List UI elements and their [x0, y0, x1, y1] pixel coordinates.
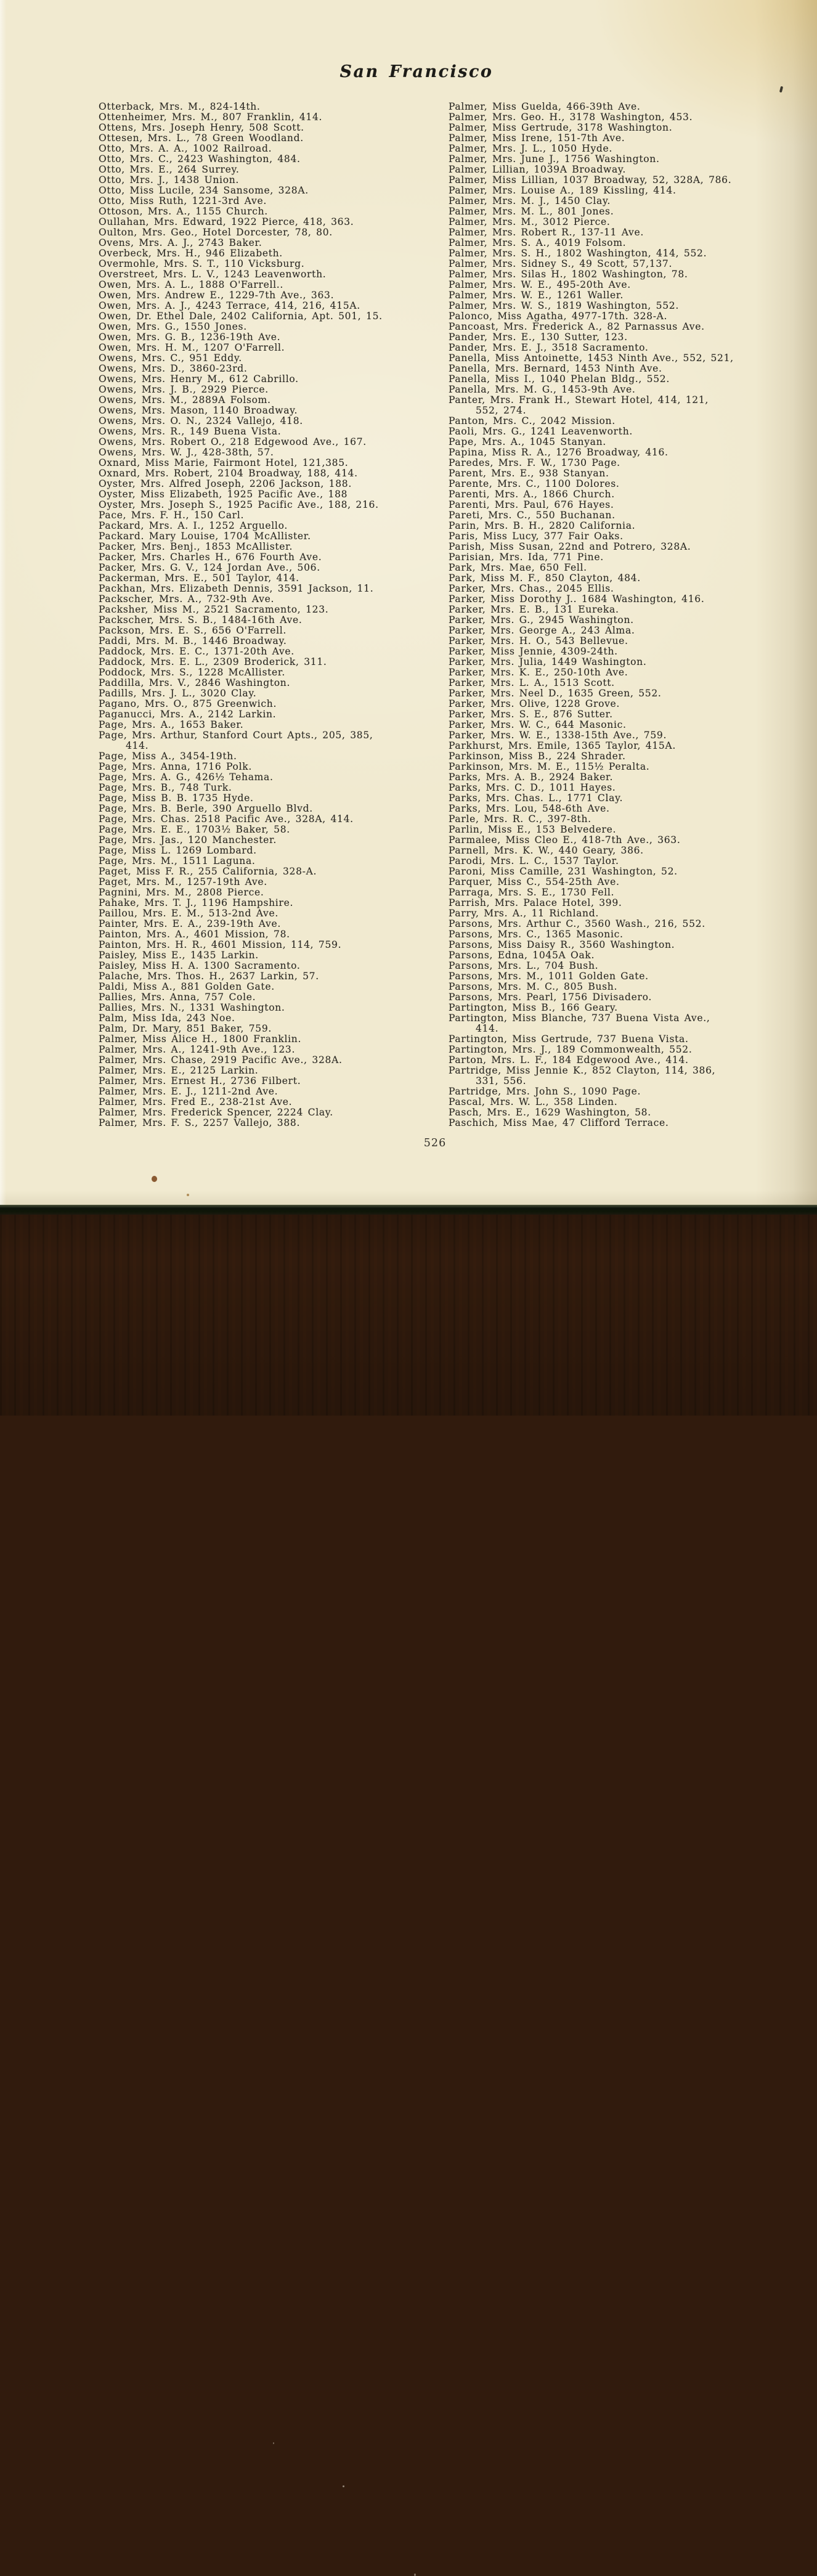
directory-entry: Page, Mrs. B., 748 Turk. — [99, 782, 232, 793]
directory-entry: Page, Mrs. A. G., 426½ Tehama. — [99, 772, 274, 783]
directory-entry: Packer, Mrs. G. V., 124 Jordan Ave., 506. — [99, 562, 320, 573]
directory-entry: Partington, Miss Blanche, 737 Buena Vista Ave., — [449, 1013, 710, 1024]
directory-entry: Palmer, Mrs. S. H., 1802 Washington, 414, 552. — [449, 248, 707, 259]
directory-entry: Palmer, Mrs. Robert R., 137-11 Ave. — [449, 227, 644, 238]
directory-entry: Parquer, Miss C., 554-25th Ave. — [449, 876, 620, 887]
directory-entry: Parrish, Mrs. Palace Hotel, 399. — [449, 897, 622, 908]
directory-entry: Palmer, Miss Guelda, 466-39th Ave. — [449, 101, 641, 112]
directory-entry: Parker, Mrs. Olive, 1228 Grove. — [449, 698, 620, 709]
directory-entry: Partington, Miss B., 166 Geary. — [449, 1002, 618, 1013]
directory-entry: Otto, Miss Lucile, 234 Sansome, 328A. — [99, 185, 309, 196]
directory-entry: Paddock, Mrs. E. L., 2309 Broderick, 311. — [99, 656, 327, 667]
directory-entry: Otto, Miss Ruth, 1221-3rd Ave. — [99, 195, 267, 206]
directory-entry: Palmer, Mrs. Silas H., 1802 Washington, 78. — [449, 269, 688, 280]
directory-entry: Paddilla, Mrs. V., 2846 Washington. — [99, 677, 291, 688]
directory-entry: Palmer, Mrs. M. L., 801 Jones. — [449, 206, 614, 217]
directory-entry: Palmer, Mrs. E. J., 1211-2nd Ave. — [99, 1086, 278, 1097]
directory-entry: Paredes, Mrs. F. W., 1730 Page. — [449, 457, 620, 468]
directory-entry: Pander, Mrs. E., 130 Sutter, 123. — [449, 332, 628, 343]
directory-entry: Page, Miss L. 1269 Lombard. — [99, 845, 257, 856]
directory-entry: Owen, Mrs. G., 1550 Jones. — [99, 321, 247, 332]
directory-entry: Paget, Miss F. R., 255 California, 328-A. — [99, 866, 317, 877]
directory-entry: Parker, Mrs. Neel D., 1635 Green, 552. — [449, 688, 662, 699]
directory-entry: Parker, Mrs. George A., 243 Alma. — [449, 625, 635, 636]
directory-entry: Packson, Mrs. E. S., 656 O'Farrell. — [99, 625, 287, 636]
directory-entry: Palm, Dr. Mary, 851 Baker, 759. — [99, 1023, 272, 1034]
directory-entry: Oxnard, Miss Marie, Fairmont Hotel, 121,385. — [99, 457, 349, 468]
directory-entry: Owens, Mrs. M., 2889A Folsom. — [99, 394, 271, 406]
directory-entry: Partington, Miss Gertrude, 737 Buena Vista. — [449, 1033, 689, 1045]
directory-entry: Ottens, Mrs. Joseph Henry, 508 Scott. — [99, 122, 304, 133]
directory-entry: Parker, Mrs. K. E., 250-10th Ave. — [449, 667, 628, 678]
directory-entry: Parkinson, Miss B., 224 Shrader. — [449, 751, 626, 762]
directory-entry: Page, Mrs. Jas., 120 Manchester. — [99, 834, 277, 846]
directory-entry: Parker, Miss Jennie, 4309-24th. — [449, 646, 618, 657]
directory-entry: Packerman, Mrs. E., 501 Taylor, 414. — [99, 573, 299, 584]
directory-entry: Owens, Mrs. Henry M., 612 Cabrillo. — [99, 373, 299, 385]
directory-entry: Panton, Mrs. C., 2042 Mission. — [449, 415, 616, 426]
directory-entry: Parker, Mrs. Julia, 1449 Washington. — [449, 656, 647, 667]
directory-entry: Parks, Mrs. Chas. L., 1771 Clay. — [449, 793, 624, 804]
directory-entry: Packer, Mrs. Benj., 1853 McAllister. — [99, 541, 293, 552]
running-head: San Francisco — [339, 62, 494, 81]
directory-entry: Pace, Mrs. F. H., 150 Carl. — [99, 510, 245, 521]
directory-entry: Overmohle, Mrs. S. T., 110 Vicksburg. — [99, 258, 305, 269]
directory-entry: Oyster, Miss Elizabeth, 1925 Pacific Ave., 188 — [99, 489, 348, 500]
directory-entry: Otterback, Mrs. M., 824-14th. — [99, 101, 261, 112]
directory-entry: Parente, Mrs. C., 1100 Dolores. — [449, 478, 620, 489]
directory-entry: Parton, Mrs. L. F., 184 Edgewood Ave., 414. — [449, 1054, 689, 1066]
dust-speck — [414, 2574, 416, 2576]
directory-entry: Parker, Miss Dorothy J.. 1684 Washington, 416. — [449, 593, 705, 605]
directory-entry: Panella, Miss I., 1040 Phelan Bldg., 552. — [449, 373, 670, 385]
directory-entry: Palmer, Mrs. S. A., 4019 Folsom. — [449, 237, 627, 248]
directory-entry: Page, Mrs. Anna, 1716 Polk. — [99, 761, 252, 772]
directory-entry: Owens, Mrs. W. J., 428-38th, 57. — [99, 447, 274, 458]
directory-entry: Parish, Miss Susan, 22nd and Potrero, 328A. — [449, 541, 691, 552]
directory-entry: Paddock, Mrs. E. C., 1371-20th Ave. — [99, 646, 295, 657]
directory-entry: Pareti, Mrs. C., 550 Buchanan. — [449, 510, 616, 521]
directory-entry: Ottenheimer, Mrs. M., 807 Franklin, 414. — [99, 112, 323, 123]
directory-entry: Pagano, Mrs. O., 875 Greenwich. — [99, 698, 277, 709]
directory-entry: Pascal, Mrs. W. L., 358 Linden. — [449, 1096, 618, 1107]
page-number: 526 — [423, 1137, 447, 1149]
directory-entry: Owens, Mrs. C., 951 Eddy. — [99, 353, 242, 364]
directory-entry: Packard, Mrs. A. I., 1252 Arguello. — [99, 520, 288, 531]
directory-entry: 414. — [126, 740, 149, 751]
directory-entry: Pallies, Mrs. N., 1331 Washington. — [99, 1002, 285, 1013]
directory-entry: Palmer, Miss Lillian, 1037 Broadway, 52, 328A, 786. — [449, 174, 732, 185]
directory-entry: Oyster, Mrs. Joseph S., 1925 Pacific Ave., 188, 216. — [99, 499, 379, 510]
book-cover-edge — [0, 1205, 817, 1215]
directory-entry: Owen, Mrs. G. B., 1236-19th Ave. — [99, 332, 281, 343]
directory-entry: Palmer, Mrs. Fred E., 238-21st Ave. — [99, 1096, 293, 1107]
directory-entry: Owens, Mrs. D., 3860-23rd. — [99, 363, 248, 374]
directory-entry: Ovens, Mrs. A. J., 2743 Baker. — [99, 237, 262, 248]
directory-entry: Parkinson, Mrs. M. E., 115½ Peralta. — [449, 761, 650, 772]
directory-entry: Packscher, Mrs. S. B., 1484-16th Ave. — [99, 614, 303, 626]
directory-entry: Palmer, Miss Gertrude, 3178 Washington. — [449, 122, 673, 133]
directory-entry: Palmer, Mrs. W. E., 1261 Waller. — [449, 290, 624, 301]
directory-entry: Parsons, Mrs. Pearl, 1756 Divisadero. — [449, 992, 652, 1003]
directory-entry: Palmer, Mrs. F. S., 2257 Vallejo, 388. — [99, 1117, 301, 1128]
directory-entry: Parks, Mrs. Lou, 548-6th Ave. — [449, 803, 610, 814]
directory-entry: Palache, Mrs. Thos. H., 2637 Larkin, 57. — [99, 971, 319, 982]
directory-entry: Otto, Mrs. E., 264 Surrey. — [99, 164, 240, 175]
directory-entry: Parsons, Mrs. Arthur C., 3560 Wash., 216, 552. — [449, 918, 705, 929]
directory-entry: Owens, Mrs. Mason, 1140 Broadway. — [99, 405, 298, 416]
directory-entry: 414. — [476, 1023, 499, 1034]
directory-entry: Parks, Mrs. C. D., 1011 Hayes. — [449, 782, 616, 793]
directory-entry: Paoli, Mrs. G., 1241 Leavenworth. — [449, 426, 633, 437]
directory-entry: Parle, Mrs. R. C., 397-8th. — [449, 813, 591, 825]
directory-entry: Parker, Mrs. W. C., 644 Masonic. — [449, 719, 627, 730]
directory-entry: Otto, Mrs. A. A., 1002 Railroad. — [99, 143, 272, 154]
directory-entry: Panella, Mrs. M. G., 1453-9th Ave. — [449, 384, 636, 395]
directory-entry: Partington, Mrs. J., 189 Commonwealth, 552. — [449, 1044, 693, 1055]
directory-entry: Parnell, Mrs. K. W., 440 Geary, 386. — [449, 845, 644, 856]
directory-entry: Pander, Mrs. E. J., 3518 Sacramento. — [449, 342, 649, 353]
directory-entry: Owens, Mrs. Robert O., 218 Edgewood Ave., 167. — [99, 436, 367, 447]
directory-entry: Owen, Mrs. H. M., 1207 O'Farrell. — [99, 342, 285, 353]
directory-entry: Parsons, Edna, 1045A Oak. — [449, 950, 595, 961]
directory-entry: Palmer, Miss Irene, 151-7th Ave. — [449, 132, 625, 144]
directory-entry: Packsher, Miss M., 2521 Sacramento, 123. — [99, 604, 329, 615]
directory-entry: Oullahan, Mrs. Edward, 1922 Pierce, 418, 363. — [99, 216, 354, 227]
directory-entry: Ottoson, Mrs. A., 1155 Church. — [99, 206, 268, 217]
directory-entry: Oxnard, Mrs. Robert, 2104 Broadway, 188, 414. — [99, 468, 358, 479]
stray-ink-mark — [779, 86, 783, 93]
directory-entry: 552, 274. — [476, 405, 527, 416]
directory-entry: Paget, Mrs. M., 1257-19th Ave. — [99, 876, 267, 887]
directory-entry: Paisley, Miss E., 1435 Larkin. — [99, 950, 259, 961]
directory-entry: Page, Mrs. Chas. 2518 Pacific Ave., 328A, 414. — [99, 813, 354, 825]
directory-entry: Page, Mrs. M., 1511 Laguna. — [99, 855, 256, 866]
directory-entry: Pahake, Mrs. T. J., 1196 Hampshire. — [99, 897, 294, 908]
directory-entry: Paschich, Miss Mae, 47 Clifford Terrace. — [449, 1117, 669, 1128]
directory-entry: Padills, Mrs. J. L., 3020 Clay. — [99, 688, 257, 699]
directory-entry: Paris, Miss Lucy, 377 Fair Oaks. — [449, 531, 624, 542]
directory-entry: Parkhurst, Mrs. Emile, 1365 Taylor, 415A. — [449, 740, 676, 751]
directory-entry: Owens, Mrs. O. N., 2324 Vallejo, 418. — [99, 415, 303, 426]
book-page — [0, 0, 817, 1207]
directory-entry: Oulton, Mrs. Geo., Hotel Dorcester, 78, 80. — [99, 227, 333, 238]
directory-column-left — [99, 102, 383, 1128]
directory-entry: Parodi, Mrs. L. C., 1537 Taylor. — [449, 855, 619, 866]
directory-entry: Page, Mrs. A., 1653 Baker. — [99, 719, 244, 730]
directory-entry: Poddock, Mrs. S., 1228 McAllister. — [99, 667, 285, 678]
directory-entry: Palmer, Mrs. M., 3012 Pierce. — [449, 216, 611, 227]
directory-entry: Owens, Mrs. J. B., 2929 Pierce. — [99, 384, 269, 395]
directory-entry: Paldi, Miss A., 881 Golden Gate. — [99, 981, 275, 992]
directory-entry: Parry, Mrs. A., 11 Richland. — [449, 908, 599, 919]
directory-entry: Partridge, Miss Jennie K., 852 Clayton, 114, 386, — [449, 1065, 716, 1076]
directory-entry: Owen, Mrs. Andrew E., 1229-7th Ave., 363. — [99, 290, 335, 301]
directory-entry: Owens, Mrs. R., 149 Buena Vista. — [99, 426, 282, 437]
directory-entry: Painton, Mrs. H. R., 4601 Mission, 114, 759. — [99, 939, 342, 950]
directory-entry: Papina, Miss R. A., 1276 Broadway, 416. — [449, 447, 669, 458]
directory-entry: Paganucci, Mrs. A., 2142 Larkin. — [99, 709, 277, 720]
directory-entry: Packscher, Mrs. A., 732-9th Ave. — [99, 593, 275, 605]
directory-entry: Parisian, Mrs. Ida, 771 Pine. — [449, 552, 604, 563]
dark-table-surface — [0, 1215, 817, 1416]
directory-entry: 331, 556. — [476, 1075, 527, 1086]
directory-entry: Parin, Mrs. B. H., 2820 California. — [449, 520, 636, 531]
directory-entry: Page, Miss A., 3454-19th. — [99, 751, 237, 762]
directory-entry: Parsons, Mrs. C., 1365 Masonic. — [449, 929, 624, 940]
directory-entry: Parks, Mrs. A. B., 2924 Baker. — [449, 772, 614, 783]
directory-entry: Page, Mrs. B. Berle, 390 Arguello Blvd. — [99, 803, 313, 814]
directory-entry: Pagnini, Mrs. M., 2808 Pierce. — [99, 887, 264, 898]
directory-entry: Pasch, Mrs. E., 1629 Washington, 58. — [449, 1107, 651, 1118]
directory-entry: Parker, Mrs. S. E., 876 Sutter. — [449, 709, 613, 720]
directory-entry: Panter, Mrs. Frank H., Stewart Hotel, 414, 121, — [449, 394, 709, 406]
directory-entry: Palmer, Mrs. Chase, 2919 Pacific Ave., 328A. — [99, 1054, 343, 1066]
directory-entry: Palonco, Miss Agatha, 4977-17th. 328-A. — [449, 311, 668, 322]
directory-entry: Palmer, Mrs. E., 2125 Larkin. — [99, 1065, 259, 1076]
directory-entry: Overbeck, Mrs. H., 946 Elizabeth. — [99, 248, 283, 259]
directory-entry: Packer, Mrs. Charles H., 676 Fourth Ave. — [99, 552, 322, 563]
directory-entry: Parsons, Mrs. M. C., 805 Bush. — [449, 981, 618, 992]
directory-entry: Parraga, Mrs. S. E., 1730 Fell. — [449, 887, 615, 898]
directory-entry: Panella, Miss Antoinette, 1453 Ninth Ave., 552, 521, — [449, 353, 734, 364]
directory-entry: Parlin, Miss E., 153 Belvedere. — [449, 824, 617, 835]
directory-entry: Ottesen, Mrs. L., 78 Green Woodland. — [99, 132, 304, 144]
directory-entry: Paisley, Miss H. A. 1300 Sacramento. — [99, 960, 301, 971]
directory-entry: Partridge, Mrs. John S., 1090 Page. — [449, 1086, 641, 1097]
directory-entry: Owen, Mrs. A. J., 4243 Terrace, 414, 216, 415A. — [99, 300, 360, 311]
directory-entry: Palmer, Mrs. M. J., 1450 Clay. — [449, 195, 611, 206]
directory-entry: Parsons, Mrs. M., 1011 Golden Gate. — [449, 971, 649, 982]
directory-entry: Palmer, Mrs. W. S., 1819 Washington, 552. — [449, 300, 679, 311]
directory-entry: Palmer, Mrs. Frederick Spencer, 2224 Clay. — [99, 1107, 333, 1118]
dust-speck — [343, 2485, 344, 2487]
paper-speck — [187, 1194, 189, 1196]
directory-entry: Page, Mrs. Arthur, Stanford Court Apts., 205, 385, — [99, 730, 373, 741]
directory-entry: Palmer, Mrs. Sidney S., 49 Scott, 57,137. — [449, 258, 673, 269]
directory-entry: Painton, Mrs. A., 4601 Mission, 78. — [99, 929, 290, 940]
directory-entry: Parsons, Miss Daisy R., 3560 Washington. — [449, 939, 675, 950]
paper-speck — [152, 1176, 157, 1182]
directory-entry: Panella, Mrs. Bernard, 1453 Ninth Ave. — [449, 363, 662, 374]
directory-entry: Parker, Mrs. G., 2945 Washington. — [449, 614, 634, 626]
directory-entry: Otto, Mrs. C., 2423 Washington, 484. — [99, 153, 301, 165]
directory-entry: Parenti, Mrs. A., 1866 Church. — [449, 489, 615, 500]
directory-entry: Palmer, Mrs. Geo. H., 3178 Washington, 453. — [449, 112, 693, 123]
directory-entry: Palmer, Mrs. W. E., 495-20th Ave. — [449, 279, 631, 290]
directory-entry: Oyster, Mrs. Alfred Joseph, 2206 Jackson, 188. — [99, 478, 352, 489]
dust-speck — [273, 2442, 274, 2444]
directory-entry: Palmer, Mrs. Ernest H., 2736 Filbert. — [99, 1075, 301, 1086]
directory-entry: Palmer, Lillian, 1039A Broadway. — [449, 164, 626, 175]
directory-entry: Owen, Mrs. A. L., 1888 O'Farrell.. — [99, 279, 284, 290]
directory-entry: Parker, Mrs. L. A., 1513 Scott. — [449, 677, 615, 688]
directory-entry: Park, Miss M. F., 850 Clayton, 484. — [449, 573, 641, 584]
directory-entry: Palm, Miss Ida, 243 Noe. — [99, 1013, 235, 1024]
directory-entry: Palmer, Miss Alice H., 1800 Franklin. — [99, 1033, 302, 1045]
directory-entry: Pape, Mrs. A., 1045 Stanyan. — [449, 436, 606, 447]
directory-entry: Painter, Mrs. E. A., 239-19th Ave. — [99, 918, 282, 929]
directory-entry: Pallies, Mrs. Anna, 757 Cole. — [99, 992, 256, 1003]
directory-entry: Parmalee, Miss Cleo E., 418-7th Ave., 363. — [449, 834, 681, 846]
directory-entry: Palmer, Mrs. June J., 1756 Washington. — [449, 153, 660, 165]
directory-entry: Otto, Mrs. J., 1438 Union. — [99, 174, 240, 185]
directory-entry: Paillou, Mrs. E. M., 513-2nd Ave. — [99, 908, 278, 919]
directory-entry: Palmer, Mrs. Louise A., 189 Kissling, 414. — [449, 185, 677, 196]
directory-entry: Palmer, Mrs. A., 1241-9th Ave., 123. — [99, 1044, 296, 1055]
directory-entry: Parker, Mrs. Chas., 2045 Ellis. — [449, 583, 614, 594]
directory-entry: Parent, Mrs. E., 938 Stanyan. — [449, 468, 609, 479]
directory-entry: Palmer, Mrs. J. L., 1050 Hyde. — [449, 143, 613, 154]
directory-entry: Page, Mrs. E. E., 1703½ Baker, 58. — [99, 824, 290, 835]
directory-entry: Owen, Dr. Ethel Dale, 2402 California, Apt. 501, 15. — [99, 311, 383, 322]
directory-entry: Paddi, Mrs. M. B., 1446 Broadway. — [99, 635, 287, 646]
directory-entry: Packard. Mary Louise, 1704 McAllister. — [99, 531, 311, 542]
directory-entry: Pancoast, Mrs. Frederick A., 82 Parnassus Ave. — [449, 321, 705, 332]
directory-entry: Paroni, Miss Camille, 231 Washington, 52. — [449, 866, 678, 877]
directory-entry: Parker, Mrs. W. E., 1338-15th Ave., 759. — [449, 730, 667, 741]
directory-column-right — [449, 102, 734, 1128]
directory-entry: Page, Miss B. B. 1735 Hyde. — [99, 793, 254, 804]
directory-entry: Overstreet, Mrs. L. V., 1243 Leavenworth. — [99, 269, 327, 280]
directory-entry: Parsons, Mrs. L., 704 Bush. — [449, 960, 599, 971]
directory-entry: Packhan, Mrs. Elizabeth Dennis, 3591 Jackson, 11. — [99, 583, 374, 594]
directory-entry: Park, Mrs. Mae, 650 Fell. — [449, 562, 587, 573]
directory-entry: Parker, Mrs. H. O., 543 Bellevue. — [449, 635, 628, 646]
directory-entry: Parker, Mrs. E. B., 131 Eureka. — [449, 604, 619, 615]
directory-entry: Parenti, Mrs. Paul, 676 Hayes. — [449, 499, 614, 510]
